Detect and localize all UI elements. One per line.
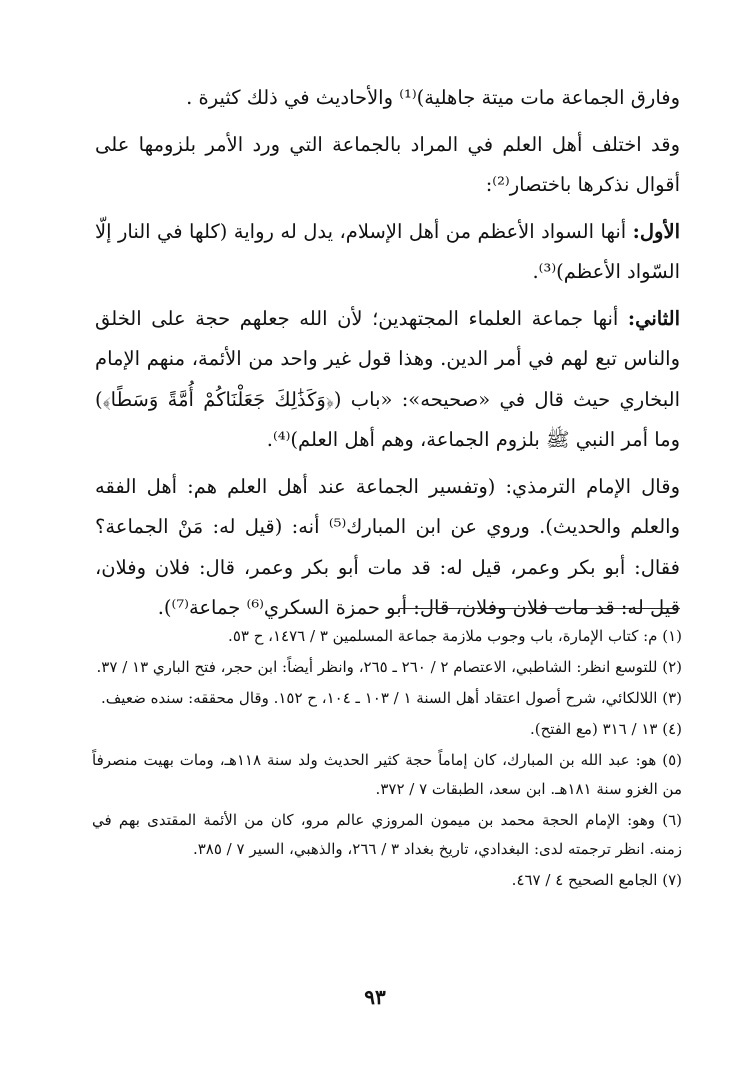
paragraph-1 [95, 78, 680, 119]
page-number: ٩٣ [364, 985, 386, 1009]
paragraph-text: أنها السواد الأعظم من أهل الإسلام، يدل له رواية (كلها في النار إلّا السّواد الأعظم)⁽³⁾. [95, 219, 680, 283]
footnote-2: (٢) للتوسع انظر: الشاطبي، الاعتصام ٢ / ٢٦٠ ـ ٢٦٥، وانظر أيضاً: ابن حجر، فتح الباري ١٣ / ٣٧. [96, 658, 682, 676]
paragraph-lead: الأول: [632, 219, 680, 243]
paragraph-text: وقد اختلف أهل العلم في المراد بالجماعة التي ورد الأمر بلزومها على أقوال نذكرها باختصار⁽²⁾: [95, 132, 680, 196]
footnote-6: (٦) وهو: الإمام الحجة محمد بن ميمون المروزي عالم مرو، كان من الأئمة المقتدى بهم في زمنه. انظر ترجمته لدى: البغدادي، تاريخ بغداد ٣ / ٢٦٦، والذهبي، السير ٧ / ٣٨٥. [92, 811, 683, 858]
footnote-divider [400, 608, 680, 609]
paragraph-second-opinion [95, 299, 680, 461]
paragraph-text: وقال الإمام الترمذي: (وتفسير الجماعة عند أهل العلم هم: أهل الفقه والعلم والحديث). وروي عن ابن المبارك⁽⁵⁾ أنه: (قيل له: مَنْ الجماعة؟ فقال: أبو بكر وعمر، قيل له: قد مات أبو بكر وعمر، قال: فلان وفلان، قيل له: قد مات فلان وفلان، قال: أبو حمزة السكري⁽⁶⁾ جماعة⁽⁷⁾). [95, 474, 680, 619]
paragraph-tirmidhi [95, 467, 680, 629]
paragraph-first-opinion [95, 212, 680, 293]
main-text [95, 78, 680, 635]
paragraph-text: أنها جماعة العلماء المجتهدين؛ لأن الله جعلهم حجة على الخلق والناس تبع لهم في أمر الدين. وهذا قول غير واحد من الأئمة، منهم الإمام البخاري حيث قال في «صحيحه»: «باب (﴿وَكَذَٰلِكَ جَعَلْنَاكُمْ أُمَّةً وَسَطًا﴾) وما أمر النبي ﷺ بلزوم الجماعة، وهم أهل العلم)⁽⁴⁾. [95, 306, 680, 451]
paragraph-text: وفارق الجماعة مات ميتة جاهلية)⁽¹⁾ والأحاديث في ذلك كثيرة . [186, 86, 680, 109]
footnote-7: (٧) الجامع الصحيح ٤ / ٤٦٧. [511, 871, 682, 889]
footnote-5: (٥) هو: عبد الله بن المبارك، كان إماماً حجة كثير الحديث ولد سنة ١١٨هـ، ومات بهيت منصرفاً من الغزو سنة ١٨١هـ. ابن سعد، الطبقات ٧ / ٣٧٢. [92, 751, 682, 798]
footnote-4: (٤) ١٣ / ٣١٦ (مع الفتح). [530, 720, 682, 738]
footnote-3: (٣) اللالكائي، شرح أصول اعتقاد أهل السنة ١ / ١٠٣ ـ ١٠٤، ح ١٥٢. وقال محققه: سنده ضعيف. [101, 689, 682, 707]
footnote-1: (١) م: كتاب الإمارة، باب وجوب ملازمة جماعة المسلمين ٣ / ١٤٧٦، ح ٥٣. [228, 627, 682, 645]
paragraph-2 [95, 125, 680, 206]
paragraph-lead: الثاني: [627, 306, 680, 330]
footnotes [92, 622, 682, 897]
